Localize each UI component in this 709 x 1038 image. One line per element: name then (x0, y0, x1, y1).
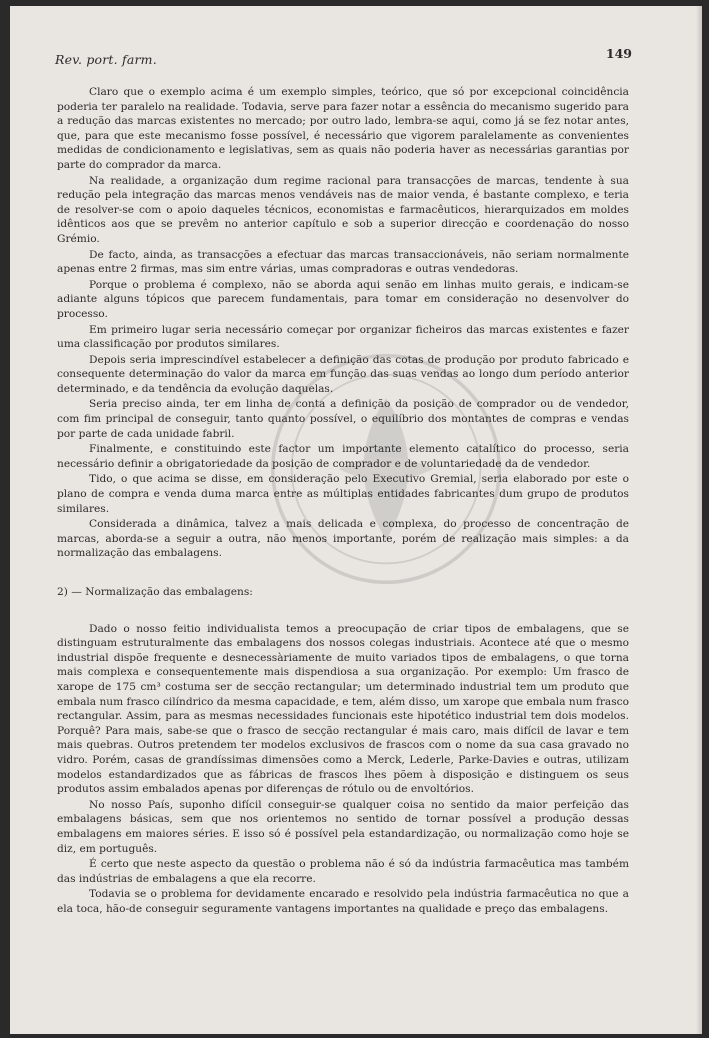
paragraph: Claro que o exemplo acima é um exemplo simples, teórico, que só por excepcional coincidência poderia ter paralelo na realidade. Todavia, serve para fazer notar a essência do mecanismo sugerido para a redução das marcas existentes no mercado; por outro lado, lembra-se aqui, como já se fez notar antes, que, para que este mecanismo fosse possível, é necessário que vigorem paralelamente as convenientes medidas de condicionamento e legislativas, sem as quais não poderia haver as necessárias garantias por parte do comprador da marca. (57, 86, 629, 171)
paragraph: Dado o nosso feitio individualista temos a preocupação de criar tipos de embalagens, que se distinguam estruturalmente das embalagens dos nossos colegas industriais. Acontece até que o mesmo industrial dispõe frequente e desnecessàriamente de muito variados tipos de embalagens, o que torna mais complexa e consequentemente mais dispendiosa a sua organização. Por exemplo: Um frasco de xarope de 175 cm³ costuma ser de secção rectangular; um determinado industrial tem um produto que embala num frasco cilíndrico da mesma capacidade, e tem, além disso, um xarope que embala num frasco rectangular. Assim, para as mesmas necessidades funcionais este hipotético industrial tem dois modelos. Porquê? Para mais, sabe-se que o frasco de secção rectangular é mais caro, mais difícil de lavar e tem mais quebras. Outros pretendem ter modelos exclusivos de frascos com o nome da sua casa gravado no vidro. Porém, casas de grandíssimas dimensões como a Merck, Lederle, Parke-Davies e outras, utilizam modelos estandardizados que as fábricas de frascos lhes põem à disposição e distinguem os seus produtos assim embalados apenas por diferenças de rótulo ou de envoltórios. (57, 622, 629, 796)
page-edge (696, 6, 702, 1034)
section-2 (57, 622, 629, 917)
paragraph: Depois seria imprescindível estabelecer a definição das cotas de produção por produto fabricado e consequente determinação do valor da marca em função das suas vendas ao longo dum período anterior determinado, e da tendência da evolução daquelas. (57, 353, 629, 395)
paragraph: Seria preciso ainda, ter em linha de conta a definição da posição de comprador ou de vendedor, com fim principal de conseguir, tanto quanto possível, o equilíbrio dos montantes de compras e vendas por parte de cada unidade fabril. (57, 398, 629, 440)
paragraph: Em primeiro lugar seria necessário começar por organizar ficheiros das marcas existentes e fazer uma classificação por produtos similares. (57, 323, 629, 351)
paragraph: De facto, ainda, as transacções a efectuar das marcas transaccionáveis, não seriam normalmente apenas entre 2 firmas, mas sim entre várias, umas compradoras e outras vendedoras. (57, 248, 629, 276)
section-1 (57, 85, 629, 561)
journal-title: Rev. port. farm. (55, 52, 157, 67)
paragraph: No nosso País, suponho difícil conseguir-se qualquer coisa no sentido da maior perfeição das embalagens básicas, sem que nos orientemos no sentido de tornar possível a produção dessas embalagens em maiores séries. E isso só é possível pela estandardização, ou normalização como hoje se diz, em português. (57, 798, 629, 855)
page-header (55, 46, 632, 70)
document-page (10, 6, 702, 1034)
paragraph: É certo que neste aspecto da questão o problema não é só da indústria farmacêutica mas também das indústrias de embalagens a que ela recorre. (57, 858, 629, 885)
paragraph: Porque o problema é complexo, não se aborda aqui senão em linhas muito gerais, e indicam-se adiante alguns tópicos que parecem fundamentais, para tomar em consideração no desenvolver do processo. (57, 278, 629, 320)
paragraph: Na realidade, a organização dum regime racional para transacções de marcas, tendente à sua redução pela integração das marcas menos vendáveis nas de maior venda, é bastante complexo, e teria de resolver-se com o apoio daqueles técnicos, economistas e farmacêuticos, hierarquizados em moldes idênticos aos que se prevêm no anterior capítulo e sob a superior direcção e coordenação do nosso Grémio. (57, 174, 629, 245)
paragraph: Todavia se o problema for devidamente encarado e resolvido pela indústria farmacêutica no que a ela toca, hão-de conseguir seguramente vantagens importantes na qualidade e preço das embalagens. (57, 888, 629, 915)
paragraph: Considerada a dinâmica, talvez a mais delicada e complexa, do processo de concentração de marcas, aborda-se a seguir a outra, não menos importante, porém de realização mais simples: a da normalização das embalagens. (57, 518, 629, 560)
paragraph: Finalmente, e constituindo este factor um importante elemento catalítico do processo, seria necessário definir a obrigatoriedade da posição de comprador e de voluntariedade da de vendedor. (57, 443, 629, 470)
paragraph: Tido, o que acima se disse, em consideração pelo Executivo Gremial, seria elaborado por este o plano de compra e venda duma marca entre as múltiplas entidades fabricantes dum grupo de produtos similares. (57, 473, 629, 515)
section-heading: 2) — Normalização das embalagens: (57, 586, 253, 598)
article-body (57, 85, 629, 916)
page-number: 149 (605, 46, 632, 61)
